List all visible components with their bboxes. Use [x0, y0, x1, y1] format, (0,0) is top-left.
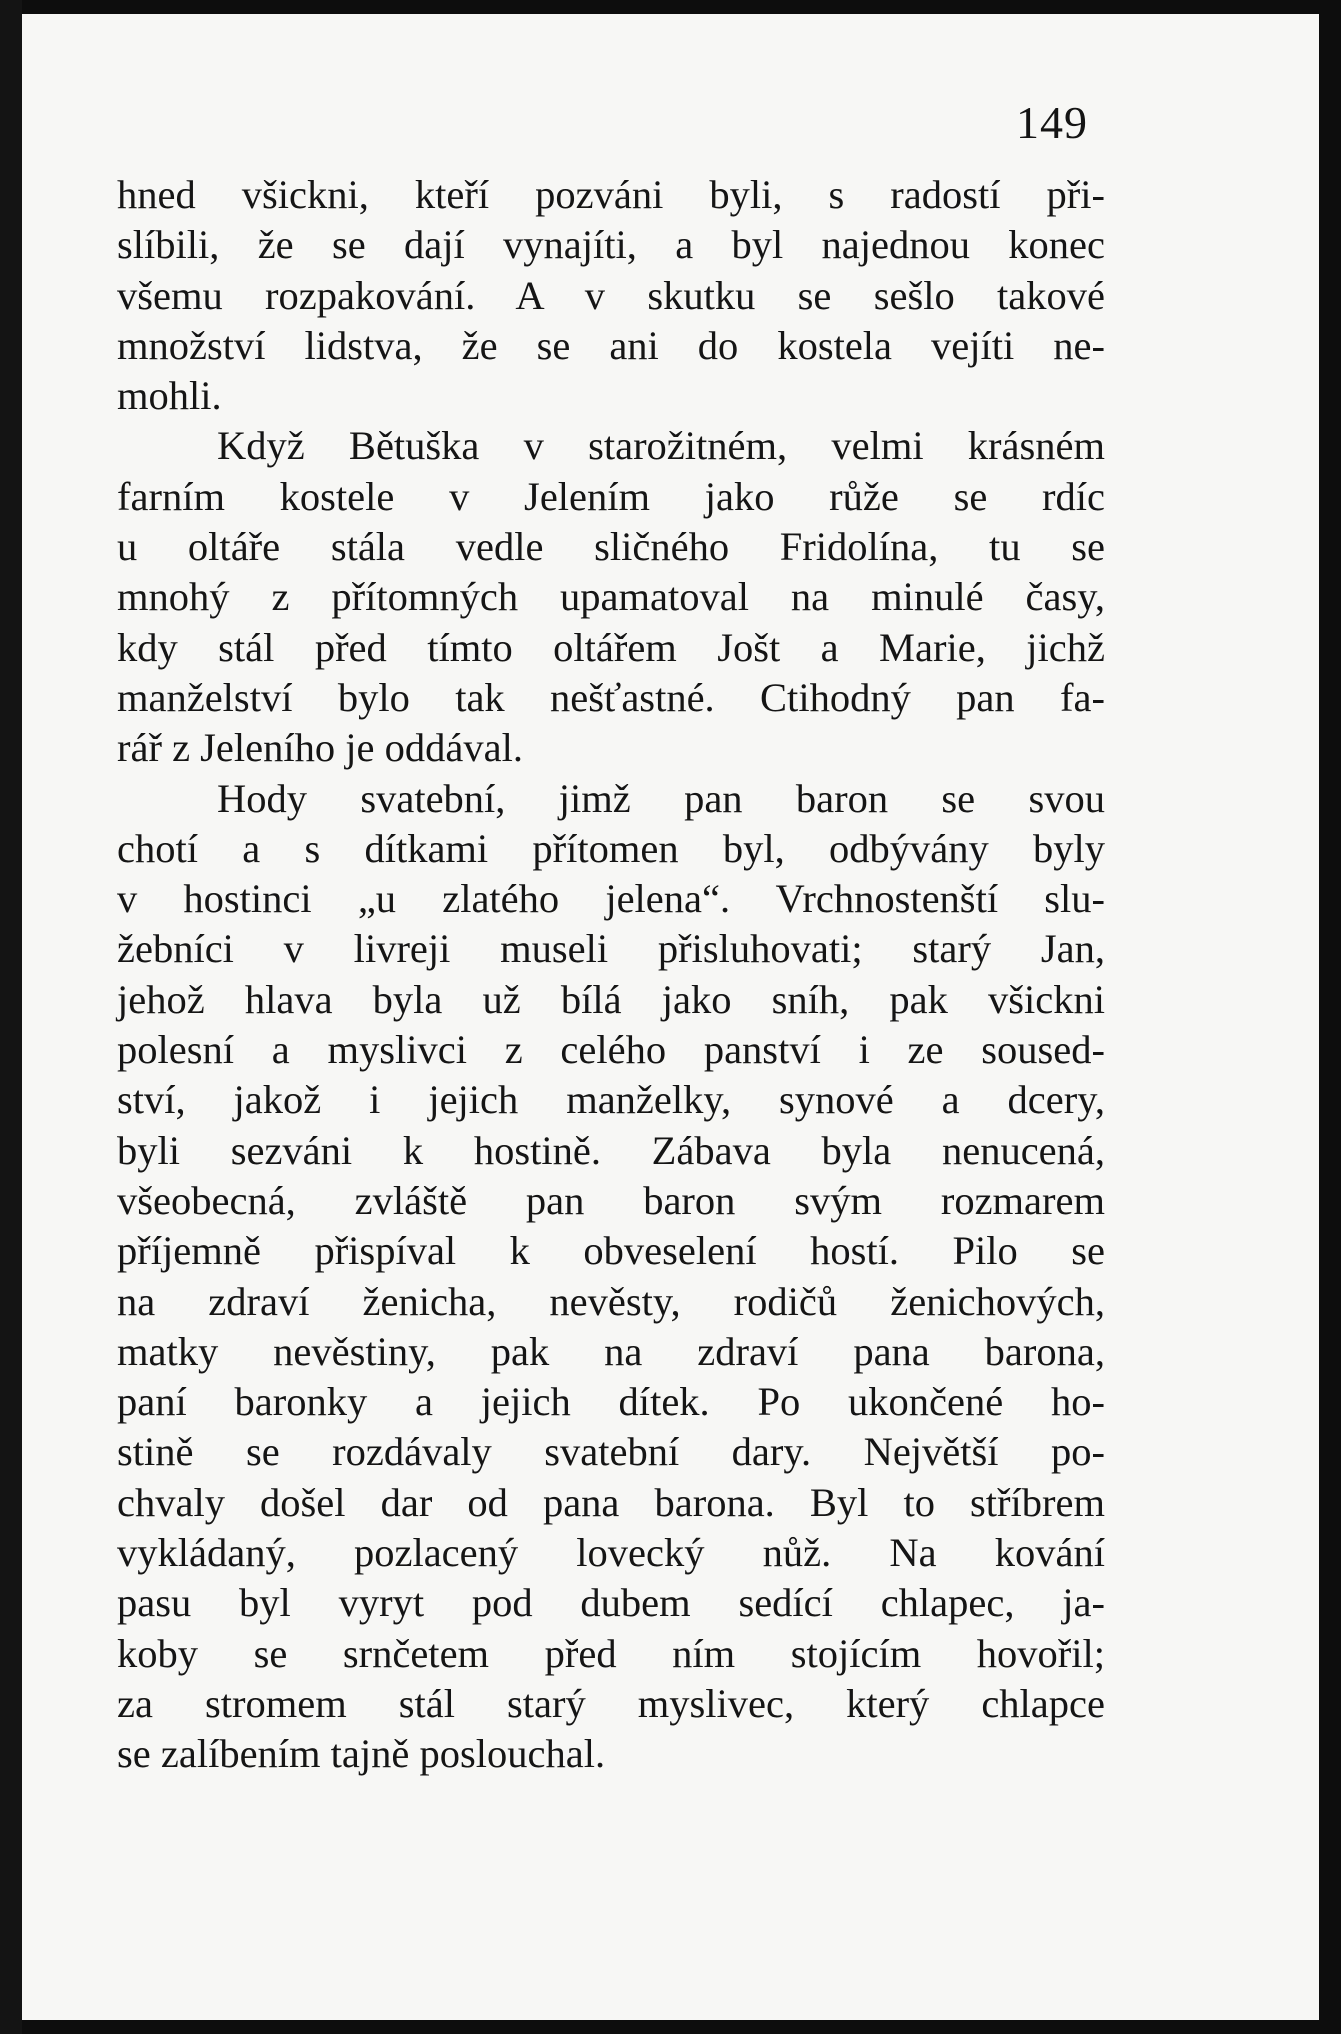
text-line: farním kostele v Jelením jako růže se rdíc: [117, 473, 1105, 519]
body-text: [117, 170, 1105, 1780]
text-line: všemu rozpakování. A v skutku se sešlo takové: [117, 272, 1105, 318]
text-line: v hostinci „u zlatého jelena“. Vrchnostenští slu-: [117, 876, 1105, 922]
text-line: u oltáře stála vedle sličného Fridolína, tu se: [117, 524, 1105, 570]
text-line: jehož hlava byla už bílá jako sníh, pak všickni: [117, 976, 1105, 1022]
text-line: mnohý z přítomných upamatoval na minulé časy,: [117, 574, 1105, 620]
text-line: Když Bětuška v starožitném, velmi krásném: [217, 423, 1105, 469]
text-line: kdy stál před tímto oltářem Jošt a Marie, jichž: [117, 624, 1105, 670]
text-line: za stromem stál starý myslivec, který chlapce: [117, 1680, 1105, 1726]
text-line: stině se rozdávaly svatební dary. Největší po-: [117, 1429, 1105, 1475]
text-line: koby se srnčetem před ním stojícím hovořil;: [117, 1630, 1105, 1676]
page-number: 149: [1016, 97, 1088, 148]
text-line: pasu byl vyryt pod dubem sedící chlapec, ja-: [117, 1580, 1105, 1626]
text-line: na zdraví ženicha, nevěsty, rodičů ženichových,: [117, 1278, 1105, 1324]
text-line: mohli.: [117, 373, 222, 419]
text-line: Hody svatební, jimž pan baron se svou: [217, 775, 1105, 821]
text-line: chotí a s dítkami přítomen byl, odbývány byly: [117, 825, 1105, 871]
text-line: manželství bylo tak nešťastné. Ctihodný pan fa-: [117, 674, 1105, 720]
text-line: se zalíbením tajně poslouchal.: [117, 1731, 606, 1777]
text-line: všeobecná, zvláště pan baron svým rozmarem: [117, 1177, 1105, 1223]
text-line: ství, jakož i jejich manželky, synové a dcery,: [117, 1077, 1105, 1123]
text-line: matky nevěstiny, pak na zdraví pana barona,: [117, 1328, 1105, 1374]
text-line: rář z Jeleního je oddával.: [117, 725, 523, 771]
text-line: žebníci v livreji museli přisluhovati; starý Jan,: [117, 926, 1105, 972]
text-line: vykládaný, pozlacený lovecký nůž. Na kování: [117, 1530, 1105, 1576]
text-line: množství lidstva, že se ani do kostela vejíti ne-: [117, 322, 1105, 368]
text-line: paní baronky a jejich dítek. Po ukončené ho-: [117, 1379, 1105, 1425]
text-line: byli sezváni k hostině. Zábava byla nenucená,: [117, 1127, 1105, 1173]
text-line: příjemně přispíval k obveselení hostí. Pilo se: [117, 1228, 1105, 1274]
text-line: hned všickni, kteří pozváni byli, s radostí při-: [117, 172, 1105, 217]
text-line: polesní a myslivci z celého panství i ze soused-: [117, 1027, 1105, 1073]
text-line: slíbili, že se dají vynajíti, a byl najednou konec: [117, 222, 1105, 268]
text-line: chvaly došel dar od pana barona. Byl to stříbrem: [117, 1479, 1105, 1525]
page-left-edge: [0, 0, 22, 2034]
